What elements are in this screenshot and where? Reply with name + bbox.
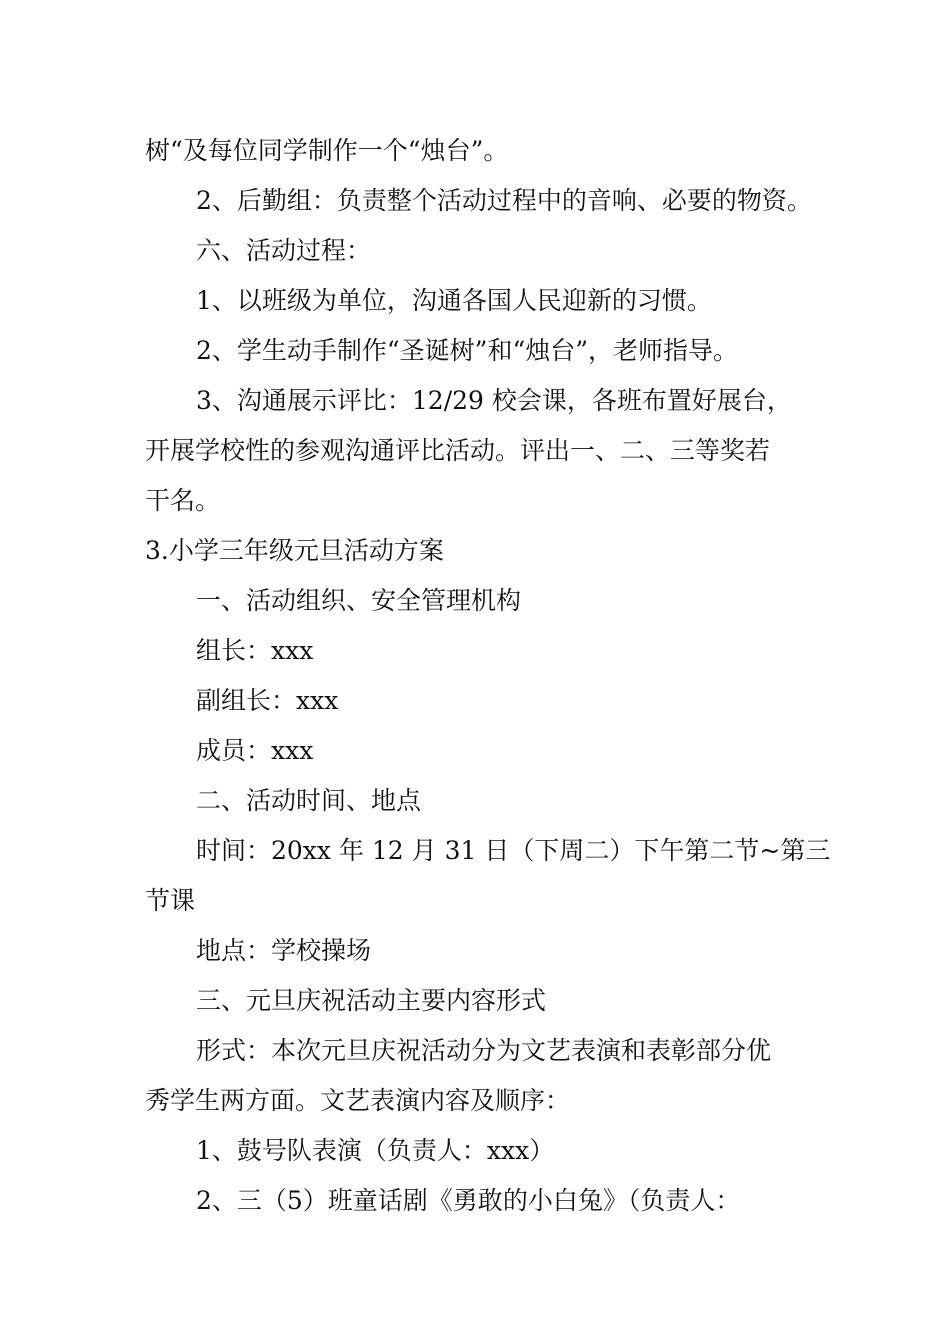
section-heading: 三、元旦庆祝活动主要内容形式 (196, 986, 547, 1015)
text-line: 2、三（5）班童话剧《勇敢的小白兔》（负责人： (196, 1186, 741, 1215)
section-heading: 一、活动组织、安全管理机构 (196, 586, 522, 615)
text-line: 副组长：xxx (196, 686, 339, 715)
text-line: 树“及每位同学制作一个“烛台”。 (145, 136, 509, 165)
text-line: 2、学生动手制作“圣诞树”和“烛台”，老师指导。 (196, 336, 739, 365)
document-title: 3.小学三年级元旦活动方案 (145, 536, 444, 565)
text-line: 组长：xxx (196, 636, 314, 665)
text-line: 1、鼓号队表演（负责人：xxx） (196, 1136, 555, 1165)
text-line: 开展学校性的参观沟通评比活动。评出一、二、三等奖若 (145, 436, 771, 465)
text-line: 秀学生两方面。文艺表演内容及顺序： (145, 1086, 571, 1115)
text-line: 3、沟通展示评比：12/29 校会课，各班布置好展台， (196, 386, 792, 415)
section-heading: 六、活动过程： (196, 236, 372, 265)
text-line: 1、以班级为单位，沟通各国人民迎新的习惯。 (196, 286, 712, 315)
text-line: 干名。 (145, 486, 221, 515)
text-line: 节课 (145, 886, 196, 915)
text-line: 地点：学校操场 (196, 936, 372, 965)
text-line: 形式：本次元旦庆祝活动分为文艺表演和表彰部分优 (196, 1036, 772, 1065)
text-line: 时间：20xx 年 12 月 31 日（下周二）下午第二节~第三 (196, 836, 831, 865)
section-heading: 二、活动时间、地点 (196, 786, 422, 815)
text-line: 成员：xxx (196, 736, 314, 765)
text-line: 2、后勤组：负责整个活动过程中的音响、必要的物资。 (196, 186, 812, 215)
